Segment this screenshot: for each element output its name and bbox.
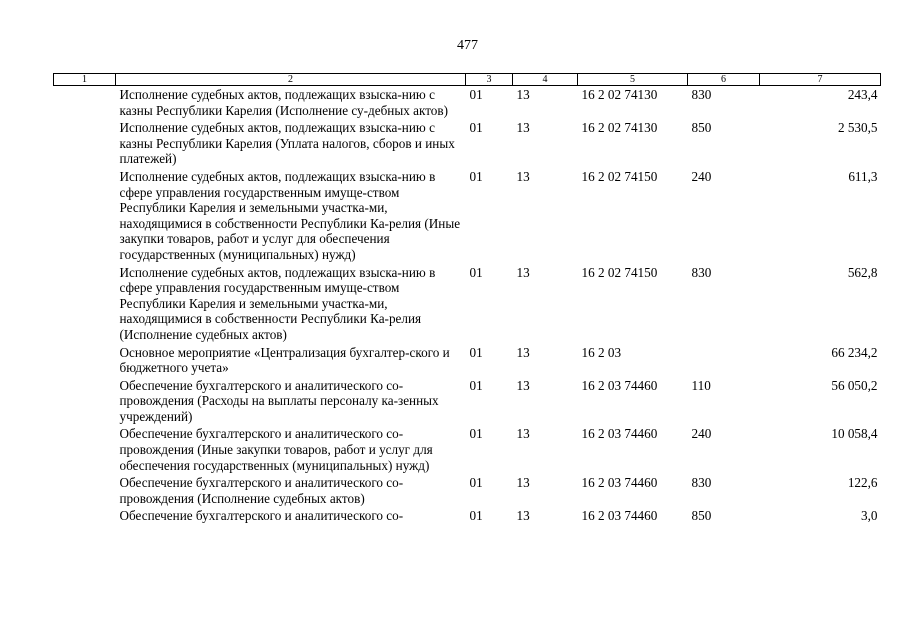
row-description: Основное мероприятие «Централизация бухгалтер-ского и бюджетного учета»	[119, 344, 450, 376]
target-article-code: 16 2 03 74460	[581, 508, 658, 524]
row-description: Обеспечение бухгалтерского и аналитического со-	[119, 508, 404, 524]
expense-type-code: 850	[691, 508, 712, 524]
table-row	[54, 168, 881, 264]
target-article-code: 16 2 03 74460	[581, 426, 658, 442]
target-article-code: 16 2 03 74460	[581, 377, 658, 393]
subsection-code: 13	[516, 508, 530, 524]
subsection-code: 13	[516, 475, 530, 491]
empty-cell	[54, 344, 116, 377]
empty-cell	[54, 425, 116, 474]
page-number: 477	[457, 38, 478, 53]
section-code: 01	[469, 120, 483, 136]
column-number: 3	[466, 74, 513, 86]
target-article-code: 16 2 02 74130	[581, 87, 658, 102]
budget-table	[53, 73, 881, 525]
amount: 243,4	[847, 87, 878, 102]
target-article-code: 16 2 02 74150	[581, 168, 658, 184]
subsection-code: 13	[516, 120, 530, 136]
column-number: 2	[116, 74, 466, 86]
amount: 56 050,2	[831, 377, 878, 393]
subsection-code: 13	[516, 87, 530, 102]
section-code: 01	[469, 377, 483, 393]
row-description: Исполнение судебных актов, подлежащих взыска-нию в сфере управления государственным имуще-ством Республики Карелия и земельными участка-ми, находящимися в собственности Республики Ка-релия (Исполнение судебных актов)	[119, 264, 436, 342]
empty-cell	[54, 264, 116, 344]
table-row	[54, 507, 881, 525]
section-code: 01	[469, 475, 483, 491]
row-description: Исполнение судебных актов, подлежащих взыска-нию с казны Республики Карелия (Уплата налогов, сборов и иных платежей)	[119, 120, 455, 167]
table-row	[54, 377, 881, 426]
expense-type-code: 830	[691, 87, 712, 102]
subsection-code: 13	[516, 377, 530, 393]
amount: 122,6	[847, 475, 878, 491]
row-description: Обеспечение бухгалтерского и аналитического со-провождения (Расходы на выплаты персоналу ка-зенных учреждений)	[119, 377, 439, 424]
row-description: Исполнение судебных актов, подлежащих взыска-нию в сфере управления государственным имуще-ством Республики Карелия и земельными участка-ми, находящимися в собственности Республики Ка-релия (Иные закупки товаров, работ и услуг для обеспечения государственных (муниципальных) нужд)	[119, 168, 461, 262]
section-code: 01	[469, 87, 483, 102]
column-number: 1	[54, 74, 116, 86]
section-code: 01	[469, 264, 483, 280]
subsection-code: 13	[516, 264, 530, 280]
amount: 2 530,5	[837, 120, 878, 136]
target-article-code: 16 2 02 74150	[581, 264, 658, 280]
column-number: 4	[513, 74, 578, 86]
target-article-code: 16 2 02 74130	[581, 120, 658, 136]
expense-type-code: 830	[691, 475, 712, 491]
row-description: Обеспечение бухгалтерского и аналитического со-провождения (Иные закупки товаров, работ и услуг для обеспечения государственных (муниципальных) нужд)	[119, 426, 433, 473]
amount: 3,0	[861, 508, 878, 524]
section-code: 01	[469, 426, 483, 442]
row-description: Исполнение судебных актов, подлежащих взыска-нию с казны Республики Карелия (Исполнение су-дебных актов)	[119, 87, 448, 118]
column-number: 7	[760, 74, 881, 86]
target-article-code: 16 2 03 74460	[581, 475, 658, 491]
amount: 611,3	[848, 168, 878, 184]
amount: 10 058,4	[831, 426, 878, 442]
table-row	[54, 119, 881, 168]
column-number: 6	[688, 74, 760, 86]
section-code: 01	[469, 168, 483, 184]
target-article-code: 16 2 03	[581, 344, 622, 360]
table-row	[54, 264, 881, 344]
amount: 562,8	[847, 264, 878, 280]
row-description: Обеспечение бухгалтерского и аналитического со-провождения (Исполнение судебных актов)	[119, 475, 404, 506]
table-row	[54, 474, 881, 507]
subsection-code: 13	[516, 426, 530, 442]
empty-cell	[54, 377, 116, 426]
expense-type-code: 830	[691, 264, 712, 280]
column-number-row	[54, 74, 881, 86]
amount: 66 234,2	[831, 344, 878, 360]
table-row	[54, 86, 881, 120]
column-number: 5	[578, 74, 688, 86]
empty-cell	[54, 86, 116, 120]
table-row	[54, 344, 881, 377]
empty-cell	[54, 474, 116, 507]
section-code: 01	[469, 344, 483, 360]
empty-cell	[54, 507, 116, 525]
section-code: 01	[469, 508, 483, 524]
empty-cell	[54, 119, 116, 168]
expense-type-code: 240	[691, 426, 712, 442]
expense-type-code: 240	[691, 168, 712, 184]
expense-type-code: 110	[691, 377, 711, 393]
expense-type-code: 850	[691, 120, 712, 136]
table-row	[54, 425, 881, 474]
subsection-code: 13	[516, 344, 530, 360]
expense-type-code	[688, 344, 760, 377]
empty-cell	[54, 168, 116, 264]
subsection-code: 13	[516, 168, 530, 184]
